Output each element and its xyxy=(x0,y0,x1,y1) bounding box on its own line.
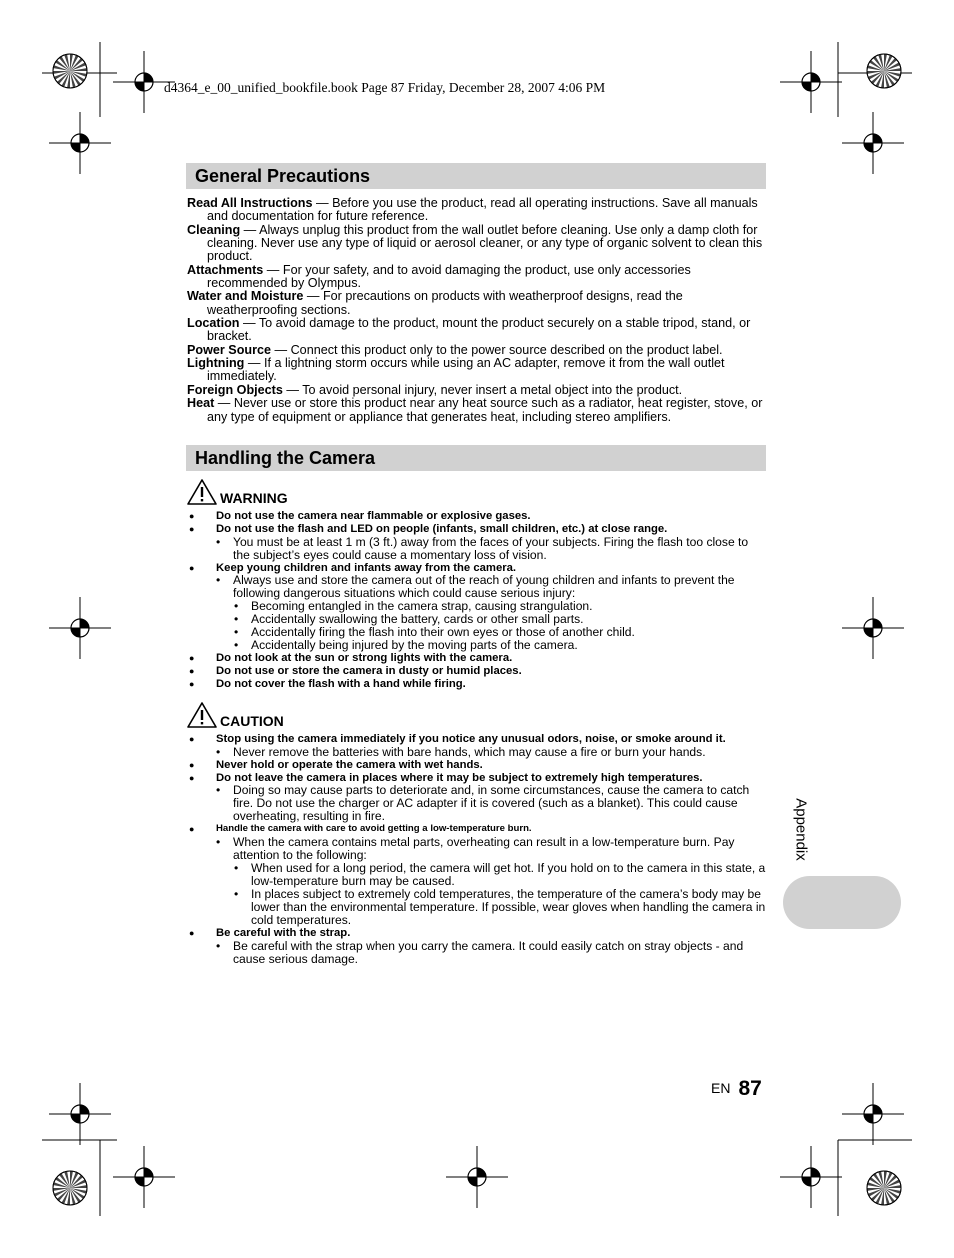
caution-item: ● Do not leave the camera in places where it may be subject to extremely high temperatures. xyxy=(188,772,768,785)
caution-item: ● Never hold or operate the camera with wet hands. xyxy=(188,759,768,772)
precaution-entry: Attachments — For your safety, and to avoid damaging the product, use only accessories recommended by Olympus. xyxy=(187,262,691,291)
section-title: Handling the Camera xyxy=(195,448,376,468)
precaution-entry: Water and Moisture — For precautions on products with weatherproof designs, read the weatherproofing sections. xyxy=(187,289,683,317)
caution-list xyxy=(188,733,768,966)
section-header-general-precautions xyxy=(186,163,766,189)
page-number-value: 87 xyxy=(738,1077,762,1100)
caution-subsubitem: • In places subject to extremely cold temperatures, the temperature of the camera’s body may be lower than the environmental temperature. If possible, wear gloves when handling the camera in cold temperatures. xyxy=(188,888,768,927)
warning-list xyxy=(188,510,768,691)
caution-subitem: • Never remove the batteries with bare hands, which may cause a fire or burn your hands. xyxy=(188,746,768,759)
caution-subsubitem: • When used for a long period, the camera will get hot. If you hold on to the camera in this state, a low-temperature burn may be caused. xyxy=(188,862,768,888)
warning-item: ● Do not use the camera near flammable or explosive gases. xyxy=(188,510,768,523)
warning-item: ● Do not use the flash and LED on people (infants, small children, etc.) at close range. xyxy=(188,523,768,536)
warning-subsubitem: • Accidentally swallowing the battery, cards or other small parts. xyxy=(188,613,768,626)
section-title: General Precautions xyxy=(195,166,371,186)
precaution-entry: Cleaning — Always unplug this product from the wall outlet before cleaning. Use only a damp cloth for cleaning. Never use any type of liquid or aerosol cleaner, or any type of organic solvent to clean this product. xyxy=(187,222,763,264)
warning-subsubitem: • Becoming entangled in the camera strap, causing strangulation. xyxy=(188,600,768,613)
caution-item: ● Stop using the camera immediately if you notice any unusual odors, noise, or smoke around it. xyxy=(188,733,768,746)
warning-subitem: • You must be at least 1 m (3 ft.) away from the faces of your subjects. Firing the flash too close to the subject’s eyes could cause a momentary loss of vision. xyxy=(188,536,768,562)
precaution-term: Cleaning xyxy=(187,222,241,237)
precaution-entry: Power Source — Connect this product only to the power source described on the product label. xyxy=(187,342,723,357)
appendix-thumb-tab xyxy=(783,876,901,929)
warning-item: ● Keep young children and infants away from the camera. xyxy=(188,562,768,575)
warning-triangle-icon xyxy=(186,478,218,506)
precaution-term: Attachments xyxy=(187,262,264,277)
caution-item: ● Be careful with the strap. xyxy=(188,927,768,940)
page-number xyxy=(711,1077,762,1101)
precaution-term: Read All Instructions xyxy=(187,196,313,210)
precaution-entry: Lightning — If a lightning storm occurs while using an AC adapter, remove it from the wall outlet immediately. xyxy=(187,356,725,384)
precaution-term: Water and Moisture xyxy=(187,289,304,304)
warning-label: WARNING xyxy=(220,490,288,506)
precaution-term: Lightning xyxy=(187,356,245,371)
caution-subitem: • Be careful with the strap when you carry the camera. It could easily catch on stray objects - and cause serious damage. xyxy=(188,940,768,966)
precaution-entry: Foreign Objects — To avoid personal injury, never insert a metal object into the product. xyxy=(187,382,683,397)
caution-subitem: • When the camera contains metal parts, overheating can result in a low-temperature burn. Pay attention to the following: xyxy=(188,836,768,862)
appendix-side-label: Appendix xyxy=(792,798,810,861)
precaution-entry: Heat — Never use or store this product near any heat source such as a radiator, heat register, stove, or any type of equipment or appliance that generates heat, including stereo amplifiers. xyxy=(187,396,763,424)
print-job-header: d4364_e_00_unified_bookfile.book Page 87 Friday, December 28, 2007 4:06 PM xyxy=(164,80,606,95)
warning-subsubitem: • Accidentally being injured by the moving parts of the camera. xyxy=(188,639,768,652)
precaution-term: Power Source xyxy=(187,342,271,357)
caution-heading xyxy=(186,701,306,731)
precaution-entry: Read All Instructions — Before you use the product, read all operating instructions. Save all manuals and documentation for future reference. xyxy=(187,196,758,224)
section-header-handling-the-camera xyxy=(186,445,766,471)
language-code: EN xyxy=(711,1080,731,1096)
warning-item: ● Do not look at the sun or strong lights with the camera. xyxy=(188,652,768,665)
precaution-term: Location xyxy=(187,316,240,331)
precaution-entry: Location — To avoid damage to the product, mount the product securely on a stable tripod, stand, or bracket. xyxy=(187,316,751,344)
caution-item: ● Handle the camera with care to avoid getting a low-temperature burn. xyxy=(188,823,768,836)
precaution-term: Foreign Objects xyxy=(187,382,283,397)
warning-subitem: • Always use and store the camera out of the reach of young children and infants to prevent the following dangerous situations which could cause serious injury: xyxy=(188,574,768,600)
general-precautions-list xyxy=(187,197,765,424)
warning-item: ● Do not cover the flash with a hand while firing. xyxy=(188,678,768,691)
caution-subitem: • Doing so may cause parts to deteriorate and, in some circumstances, cause the camera to catch fire. Do not use the charger or AC adapter if it is covered (such as a blanket). This could cause overheating, resulting in fire. xyxy=(188,784,768,823)
warning-heading xyxy=(186,478,306,508)
warning-item: ● Do not use or store the camera in dusty or humid places. xyxy=(188,665,768,678)
precaution-term: Heat xyxy=(187,396,215,411)
caution-triangle-icon xyxy=(186,701,218,729)
warning-subsubitem: • Accidentally firing the flash into their own eyes or those of another child. xyxy=(188,626,768,639)
caution-label: CAUTION xyxy=(220,713,284,729)
